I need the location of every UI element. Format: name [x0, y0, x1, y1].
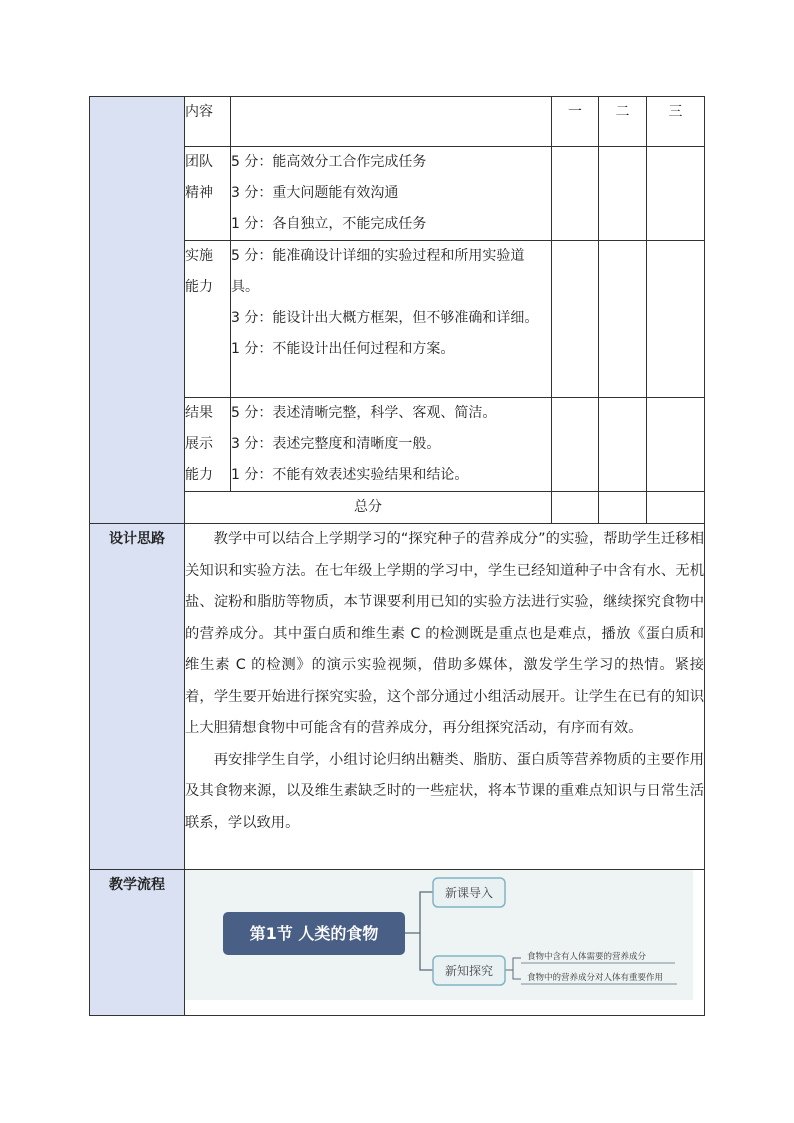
criterion-3: 3 分：能设计出大概方框架，但不够准确和详细。: [231, 310, 539, 326]
connector-line: [405, 892, 433, 933]
criterion-5: 5 分：能高效分工合作完成任务: [231, 154, 427, 170]
criterion-1: 1 分：各自独立，不能完成任务: [231, 216, 427, 232]
score-col-1-header: 一: [552, 97, 599, 147]
flow-label: 教学流程: [90, 870, 185, 1016]
connector-line: [513, 970, 521, 979]
design-paragraph-1: 教学中可以结合上学期学习的“探究种子的营养成分”的实验，帮助学生迁移相关知识和实验方法。在七年级上学期的学习中，学生已经知道种子中含有水、无机盐、淀粉和脂肪等物质，本节课要利用已知的实验方法进行实验，继续探究食物中的营养成分。其中蛋白质和维生素 C 的检测既是重点也是难点，播放《蛋白质和维生素 C 的检测》的演示实验视频，借助多媒体，激发学生学习的热情。紧接着，学生要开始进行探究实验，这个部分通过小组活动展开。让学生在已有的知识上大胆猜想食物中可能含有的营养成分，再分组探究活动，有序而有效。: [185, 531, 704, 736]
criterion-5: 5 分：表述清晰完整，科学、客观、简洁。: [231, 405, 497, 421]
branch-node-label: 新课导入: [444, 886, 494, 900]
criterion-3: 3 分：重大问题能有效沟通: [231, 185, 399, 201]
criterion-5: 5 分：能准确设计详细的实验过程和所用实验道具。: [231, 248, 525, 295]
score-cell[interactable]: [552, 241, 599, 398]
score-cell[interactable]: [599, 398, 647, 492]
category-team-spirit: [185, 147, 231, 241]
category-line: 能力: [185, 279, 213, 295]
criteria-header-blank: [231, 97, 552, 147]
score-cell[interactable]: [647, 241, 705, 398]
category-line: 展示: [185, 436, 213, 452]
score-cell[interactable]: [647, 147, 705, 241]
criteria-presentation: [231, 398, 552, 492]
mind-map: [185, 870, 693, 1000]
total-score-cell[interactable]: [552, 492, 599, 524]
total-score-cell[interactable]: [599, 492, 647, 524]
criterion-3: 3 分：表述完整度和清晰度一般。: [231, 436, 441, 452]
branch-node-label: 新知探究: [444, 964, 494, 978]
eval-header-row: [90, 97, 705, 147]
mind-map-canvas: [185, 870, 693, 1000]
design-content: [185, 524, 705, 870]
flow-content: [185, 870, 705, 1016]
criteria-team-spirit: [231, 147, 552, 241]
criterion-1: 1 分：不能设计出任何过程和方案。: [231, 341, 455, 357]
total-score-cell[interactable]: [647, 492, 705, 524]
criteria-implementation: [231, 241, 552, 398]
leaf-node-label: 食物中的营养成分对人体有重要作用: [527, 973, 664, 983]
category-line: 实施: [185, 248, 213, 264]
connector-line: [505, 958, 521, 970]
score-cell[interactable]: [599, 241, 647, 398]
score-cell[interactable]: [552, 398, 599, 492]
design-label: 设计思路: [90, 524, 185, 870]
score-cell[interactable]: [647, 398, 705, 492]
leaf-node-label: 食物中含有人体需要的营养成分: [527, 952, 647, 962]
category-line: 能力: [185, 467, 213, 483]
category-line: 团队: [185, 154, 213, 170]
category-implementation: [185, 241, 231, 398]
evaluation-side-cell: [90, 97, 185, 524]
score-cell[interactable]: [599, 147, 647, 241]
criterion-1: 1 分：不能有效表述实验结果和结论。: [231, 467, 469, 483]
content-header: 内容: [185, 97, 231, 147]
design-row: [90, 524, 705, 870]
category-line: 精神: [185, 185, 213, 201]
category-presentation: [185, 398, 231, 492]
lesson-plan-table: [89, 96, 705, 1016]
total-label: 总分: [185, 492, 552, 524]
score-col-3-header: 三: [647, 97, 705, 147]
connector-line: [420, 933, 433, 970]
design-paragraph-2: 再安排学生自学，小组讨论归纳出糖类、脂肪、蛋白质等营养物质的主要作用及其食物来源，以及维生素缺乏时的一些症状，将本节课的重难点知识与日常生活联系，学以致用。: [185, 751, 704, 831]
flow-row: [90, 870, 705, 1016]
score-col-2-header: 二: [599, 97, 647, 147]
score-cell[interactable]: [552, 147, 599, 241]
category-line: 结果: [185, 405, 213, 421]
root-node-label: 第1节 人类的食物: [249, 924, 379, 943]
